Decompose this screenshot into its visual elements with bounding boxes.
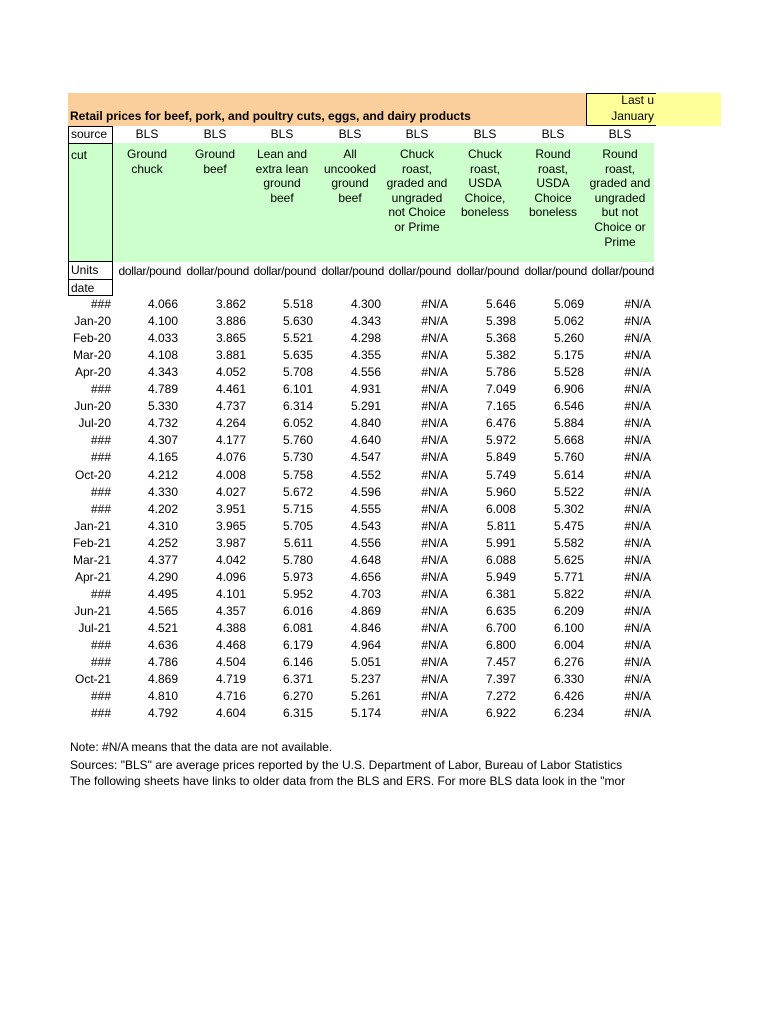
table-cell: 4.042	[215, 553, 246, 567]
table-cell: 6.209	[553, 604, 584, 618]
table-cell: 4.355	[350, 348, 381, 362]
table-cell: #N/A	[421, 553, 448, 567]
column-units-2: dollar/pound	[186, 264, 249, 278]
column-cut-5: Chuck roast, graded and ungraded not Choice or Prime	[386, 147, 448, 234]
table-cell: 4.066	[147, 297, 178, 311]
table-cell: 5.849	[485, 450, 516, 464]
table-cell: #N/A	[624, 485, 651, 499]
table-cell: 3.886	[215, 314, 246, 328]
table-cell: 5.991	[485, 536, 516, 550]
row-date: ###	[90, 297, 111, 311]
column-units-8: dollar/pound	[591, 264, 654, 278]
table-cell: 5.705	[282, 519, 313, 533]
column-source-7: BLS	[541, 127, 565, 141]
table-cell: 6.330	[553, 672, 584, 686]
table-cell: 4.252	[147, 536, 178, 550]
table-cell: #N/A	[624, 536, 651, 550]
table-cell: 5.668	[553, 433, 584, 447]
table-cell: 4.552	[350, 468, 381, 482]
table-cell: 4.052	[215, 365, 246, 379]
table-cell: 5.884	[553, 416, 584, 430]
table-cell: 5.398	[485, 314, 516, 328]
table-cell: 4.604	[215, 706, 246, 720]
column-source-2: BLS	[203, 127, 227, 141]
table-cell: 5.771	[553, 570, 584, 584]
table-cell: #N/A	[421, 689, 448, 703]
table-cell: #N/A	[624, 382, 651, 396]
table-cell: 4.521	[147, 621, 178, 635]
table-cell: 4.565	[147, 604, 178, 618]
row-date: Oct-20	[74, 468, 111, 482]
table-cell: #N/A	[421, 621, 448, 635]
table-cell: 4.596	[350, 485, 381, 499]
table-cell: 5.635	[282, 348, 313, 362]
row-date: ###	[90, 450, 111, 464]
table-cell: #N/A	[624, 331, 651, 345]
table-cell: 4.543	[350, 519, 381, 533]
last-updated-value: January	[611, 109, 654, 123]
table-cell: 5.330	[147, 399, 178, 413]
table-cell: 5.382	[485, 348, 516, 362]
table-cell: 6.371	[282, 672, 313, 686]
table-cell: #N/A	[421, 348, 448, 362]
table-cell: 4.648	[350, 553, 381, 567]
table-cell: 3.965	[215, 519, 246, 533]
table-cell: 4.792	[147, 706, 178, 720]
table-cell: 4.298	[350, 331, 381, 345]
table-cell: 4.343	[350, 314, 381, 328]
table-cell: #N/A	[421, 604, 448, 618]
table-cell: 5.972	[485, 433, 516, 447]
table-cell: 4.290	[147, 570, 178, 584]
table-cell: #N/A	[421, 536, 448, 550]
table-cell: #N/A	[624, 468, 651, 482]
column-units-3: dollar/pound	[253, 264, 316, 278]
table-cell: 4.330	[147, 485, 178, 499]
table-cell: 5.630	[282, 314, 313, 328]
table-cell: 5.368	[485, 331, 516, 345]
table-cell: 4.108	[147, 348, 178, 362]
table-cell: #N/A	[624, 638, 651, 652]
table-cell: #N/A	[624, 450, 651, 464]
table-cell: 6.546	[553, 399, 584, 413]
table-cell: #N/A	[421, 655, 448, 669]
row-date: Jul-20	[78, 416, 111, 430]
table-cell: 5.672	[282, 485, 313, 499]
table-cell: 4.504	[215, 655, 246, 669]
table-cell: 4.556	[350, 365, 381, 379]
table-cell: 4.789	[147, 382, 178, 396]
table-cell: #N/A	[624, 416, 651, 430]
table-cell: 4.388	[215, 621, 246, 635]
column-cut-2: Ground beef	[194, 147, 236, 176]
row-date: ###	[90, 638, 111, 652]
table-cell: 5.611	[283, 536, 313, 550]
table-cell: #N/A	[421, 587, 448, 601]
table-cell: 4.636	[147, 638, 178, 652]
table-cell: 5.749	[485, 468, 516, 482]
table-cell: 4.076	[215, 450, 246, 464]
row-date: ###	[90, 689, 111, 703]
table-cell: 6.381	[485, 587, 516, 601]
table-cell: 5.760	[553, 450, 584, 464]
row-date: ###	[90, 502, 111, 516]
table-cell: 4.786	[147, 655, 178, 669]
table-cell: 5.952	[282, 587, 313, 601]
table-cell: 4.165	[147, 450, 178, 464]
table-cell: 4.716	[215, 689, 246, 703]
table-cell: 6.179	[282, 638, 313, 652]
column-cut-1: Ground chuck	[126, 147, 168, 176]
table-cell: 5.582	[553, 536, 584, 550]
table-cell: 3.881	[215, 348, 246, 362]
table-cell: 3.951	[215, 502, 246, 516]
column-cut-4: All uncooked ground beef	[323, 147, 377, 205]
row-date: Feb-20	[72, 331, 111, 345]
table-cell: 3.987	[215, 536, 246, 550]
table-cell: 4.703	[350, 587, 381, 601]
table-cell: 5.174	[350, 706, 381, 720]
table-cell: 4.307	[147, 433, 178, 447]
row-label-source: source	[68, 126, 113, 143]
row-date: Oct-21	[74, 672, 111, 686]
table-cell: 4.737	[215, 399, 246, 413]
table-cell: #N/A	[421, 433, 448, 447]
row-date: ###	[90, 485, 111, 499]
table-cell: #N/A	[421, 365, 448, 379]
table-cell: 4.461	[215, 382, 246, 396]
table-cell: #N/A	[624, 433, 651, 447]
column-cut-8: Round roast, graded and ungraded but not Choice or Prime	[589, 147, 651, 249]
table-cell: 7.457	[485, 655, 516, 669]
table-cell: #N/A	[421, 314, 448, 328]
table-cell: 6.315	[282, 706, 313, 720]
table-cell: 6.270	[282, 689, 313, 703]
column-cut-7: Round roast, USDA Choice boneless	[528, 147, 578, 220]
table-cell: 3.865	[215, 331, 246, 345]
table-cell: #N/A	[624, 672, 651, 686]
table-cell: 4.096	[215, 570, 246, 584]
table-cell: #N/A	[421, 297, 448, 311]
table-cell: 5.786	[485, 365, 516, 379]
table-cell: #N/A	[624, 570, 651, 584]
table-cell: 4.300	[350, 297, 381, 311]
column-source-4: BLS	[338, 127, 362, 141]
table-cell: #N/A	[624, 706, 651, 720]
column-cut-3: Lean and extra lean ground beef	[255, 147, 309, 205]
column-units-6: dollar/pound	[456, 264, 519, 278]
table-cell: 4.869	[147, 672, 178, 686]
table-cell: 4.101	[215, 587, 246, 601]
table-cell: 5.625	[553, 553, 584, 567]
row-date: Jul-21	[78, 621, 111, 635]
table-cell: 5.069	[553, 297, 584, 311]
table-cell: 3.862	[215, 297, 246, 311]
table-cell: #N/A	[624, 399, 651, 413]
table-cell: 5.760	[282, 433, 313, 447]
table-cell: 5.822	[553, 587, 584, 601]
row-date: Jun-21	[74, 604, 111, 618]
row-date: ###	[90, 433, 111, 447]
table-cell: #N/A	[421, 416, 448, 430]
table-cell: 5.811	[486, 519, 516, 533]
table-cell: 4.555	[350, 502, 381, 516]
table-cell: #N/A	[421, 468, 448, 482]
table-cell: #N/A	[624, 519, 651, 533]
table-cell: 4.343	[147, 365, 178, 379]
table-cell: 6.635	[485, 604, 516, 618]
table-cell: #N/A	[624, 587, 651, 601]
table-cell: 6.100	[553, 621, 584, 635]
table-cell: 6.088	[485, 553, 516, 567]
table-cell: #N/A	[421, 331, 448, 345]
table-cell: 4.640	[350, 433, 381, 447]
table-cell: #N/A	[421, 399, 448, 413]
table-cell: 4.177	[215, 433, 246, 447]
sources-note: Sources: "BLS" are average prices reported by the U.S. Department of Labor, Bureau of Labor Statistics	[70, 758, 623, 772]
table-cell: 4.931	[350, 382, 381, 396]
row-label-date[interactable]: date	[68, 279, 113, 296]
table-cell: 6.906	[553, 382, 584, 396]
table-cell: 4.027	[215, 485, 246, 499]
column-units-7: dollar/pound	[524, 264, 587, 278]
table-cell: #N/A	[421, 672, 448, 686]
table-cell: #N/A	[421, 382, 448, 396]
column-source-8: BLS	[608, 127, 632, 141]
table-cell: 5.960	[485, 485, 516, 499]
links-note: The following sheets have links to older data from the BLS and ERS. For more BLS data look in the "mor	[70, 774, 626, 788]
table-cell: 5.051	[350, 655, 381, 669]
table-cell: #N/A	[624, 604, 651, 618]
table-cell: 6.008	[485, 502, 516, 516]
table-cell: 6.276	[553, 655, 584, 669]
table-cell: 4.008	[215, 468, 246, 482]
table-cell: 5.528	[553, 365, 584, 379]
table-cell: 4.212	[147, 468, 178, 482]
row-date: Jun-20	[74, 399, 111, 413]
table-cell: 5.949	[485, 570, 516, 584]
table-cell: 5.237	[350, 672, 381, 686]
row-date: Mar-20	[72, 348, 111, 362]
row-date: Jan-21	[74, 519, 111, 533]
table-cell: 6.101	[282, 382, 313, 396]
table-cell: 5.646	[485, 297, 516, 311]
table-cell: 4.719	[215, 672, 246, 686]
table-cell: 4.310	[147, 519, 178, 533]
row-date: Mar-21	[72, 553, 111, 567]
column-units-1: dollar/pound	[118, 264, 181, 278]
table-cell: 5.758	[282, 468, 313, 482]
table-cell: 5.614	[553, 468, 584, 482]
table-cell: 7.272	[485, 689, 516, 703]
table-cell: 4.377	[147, 553, 178, 567]
table-cell: #N/A	[421, 570, 448, 584]
table-cell: #N/A	[624, 689, 651, 703]
table-cell: #N/A	[421, 502, 448, 516]
table-cell: 5.175	[553, 348, 584, 362]
row-date: ###	[90, 587, 111, 601]
table-cell: 4.202	[147, 502, 178, 516]
row-date: Apr-20	[74, 365, 111, 379]
table-cell: 4.964	[350, 638, 381, 652]
row-date: ###	[90, 706, 111, 720]
table-cell: 4.264	[215, 416, 246, 430]
table-cell: 4.100	[147, 314, 178, 328]
table-cell: 6.146	[282, 655, 313, 669]
column-source-1: BLS	[135, 127, 159, 141]
table-cell: 6.800	[485, 638, 516, 652]
table-cell: 5.973	[282, 570, 313, 584]
sheet-title: Retail prices for beef, pork, and poultry cuts, eggs, and dairy products	[70, 109, 471, 123]
table-cell: 5.708	[282, 365, 313, 379]
row-date: Feb-21	[72, 536, 111, 550]
table-cell: 5.522	[553, 485, 584, 499]
last-updated-label: Last u	[621, 93, 654, 107]
table-cell: 4.840	[350, 416, 381, 430]
table-cell: 7.397	[485, 672, 516, 686]
table-cell: 5.715	[282, 502, 313, 516]
table-cell: 5.475	[553, 519, 584, 533]
column-cut-6: Chuck roast, USDA Choice, boneless	[460, 147, 510, 220]
column-units-5: dollar/pound	[388, 264, 451, 278]
table-cell: 6.004	[553, 638, 584, 652]
table-cell: 5.291	[350, 399, 381, 413]
table-cell: #N/A	[421, 450, 448, 464]
table-cell: #N/A	[421, 485, 448, 499]
table-cell: #N/A	[421, 706, 448, 720]
table-cell: 4.846	[350, 621, 381, 635]
table-cell: 5.062	[553, 314, 584, 328]
table-cell: 5.730	[282, 450, 313, 464]
column-source-3: BLS	[270, 127, 294, 141]
table-cell: #N/A	[624, 314, 651, 328]
table-cell: #N/A	[624, 297, 651, 311]
table-cell: #N/A	[624, 502, 651, 516]
row-date: Jan-20	[74, 314, 111, 328]
table-cell: 5.521	[282, 331, 313, 345]
table-cell: 4.810	[147, 689, 178, 703]
table-cell: 6.081	[282, 621, 313, 635]
table-cell: 5.780	[282, 553, 313, 567]
table-cell: 4.547	[350, 450, 381, 464]
table-cell: 6.922	[485, 706, 516, 720]
table-cell: 6.016	[282, 604, 313, 618]
table-cell: 6.052	[282, 416, 313, 430]
column-source-6: BLS	[473, 127, 497, 141]
table-cell: #N/A	[624, 621, 651, 635]
table-cell: 6.426	[553, 689, 584, 703]
table-cell: 6.700	[485, 621, 516, 635]
table-cell: 5.260	[553, 331, 584, 345]
table-cell: #N/A	[624, 348, 651, 362]
column-units-4: dollar/pound	[321, 264, 384, 278]
table-cell: 4.556	[350, 536, 381, 550]
row-date: Apr-21	[74, 570, 111, 584]
table-cell: 4.468	[215, 638, 246, 652]
row-date: ###	[90, 382, 111, 396]
table-cell: #N/A	[624, 553, 651, 567]
row-label-cut: cut	[68, 143, 113, 262]
table-cell: #N/A	[624, 365, 651, 379]
table-cell: #N/A	[624, 655, 651, 669]
table-cell: 7.049	[485, 382, 516, 396]
table-cell: 7.165	[485, 399, 516, 413]
table-cell: 5.261	[350, 689, 381, 703]
table-cell: #N/A	[421, 638, 448, 652]
table-cell: 5.302	[553, 502, 584, 516]
table-cell: 6.314	[282, 399, 313, 413]
table-cell: 4.495	[147, 587, 178, 601]
column-source-5: BLS	[405, 127, 429, 141]
table-cell: 4.656	[350, 570, 381, 584]
table-cell: 4.732	[147, 416, 178, 430]
table-cell: 4.869	[350, 604, 381, 618]
table-cell: 6.234	[553, 706, 584, 720]
table-cell: 5.518	[282, 297, 313, 311]
table-cell: 4.033	[147, 331, 178, 345]
table-cell: #N/A	[421, 519, 448, 533]
na-note: Note: #N/A means that the data are not available.	[70, 740, 333, 754]
row-label-units: Units	[68, 262, 113, 279]
table-cell: 4.357	[215, 604, 246, 618]
table-cell: 6.476	[485, 416, 516, 430]
row-date: ###	[90, 655, 111, 669]
